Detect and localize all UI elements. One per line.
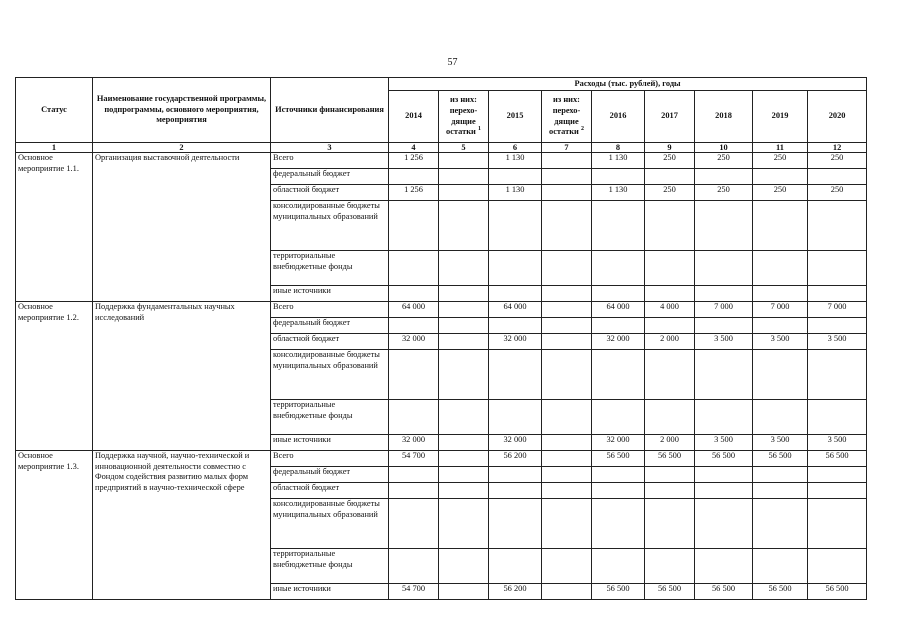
value-cell bbox=[645, 169, 695, 185]
value-cell bbox=[389, 483, 439, 499]
value-cell: 32 000 bbox=[592, 334, 645, 350]
value-cell: 56 500 bbox=[753, 584, 808, 600]
column-index: 4 bbox=[389, 143, 439, 153]
value-cell: 2 000 bbox=[645, 435, 695, 451]
value-cell bbox=[753, 467, 808, 483]
value-cell: 250 bbox=[808, 153, 867, 169]
value-cell: 1 256 bbox=[389, 153, 439, 169]
funding-source-cell: иные источники bbox=[271, 584, 389, 600]
value-cell bbox=[542, 251, 592, 286]
value-cell bbox=[389, 499, 439, 549]
value-cell: 7 000 bbox=[808, 302, 867, 318]
value-cell bbox=[389, 251, 439, 286]
value-cell bbox=[542, 286, 592, 302]
value-cell bbox=[542, 350, 592, 400]
funding-source-cell: консолидированные бюджеты муниципальных образований bbox=[271, 350, 389, 400]
value-cell: 64 000 bbox=[592, 302, 645, 318]
value-cell: 250 bbox=[753, 185, 808, 201]
column-index: 6 bbox=[489, 143, 542, 153]
value-cell: 56 500 bbox=[808, 584, 867, 600]
value-cell: 250 bbox=[695, 185, 753, 201]
footnote-2-marker: 2 bbox=[580, 126, 584, 133]
value-cell bbox=[542, 451, 592, 467]
value-cell bbox=[489, 169, 542, 185]
value-cell bbox=[753, 483, 808, 499]
funding-source-cell: Всего bbox=[271, 153, 389, 169]
value-cell bbox=[542, 549, 592, 584]
value-cell bbox=[439, 400, 489, 435]
value-cell bbox=[389, 318, 439, 334]
value-cell bbox=[439, 451, 489, 467]
value-cell bbox=[542, 483, 592, 499]
value-cell bbox=[489, 350, 542, 400]
value-cell bbox=[808, 400, 867, 435]
column-index: 11 bbox=[753, 143, 808, 153]
value-cell bbox=[695, 350, 753, 400]
value-cell bbox=[695, 549, 753, 584]
value-cell: 4 000 bbox=[645, 302, 695, 318]
value-cell bbox=[439, 549, 489, 584]
value-cell: 64 000 bbox=[489, 302, 542, 318]
program-name-cell: Поддержка научной, научно-технической и инновационной деятельности совместно с Фондом содействия развитию малых форм предприятий в научно-технической сфере bbox=[93, 451, 271, 600]
funding-source-cell: иные источники bbox=[271, 435, 389, 451]
value-cell bbox=[542, 201, 592, 251]
value-cell bbox=[645, 549, 695, 584]
value-cell bbox=[542, 169, 592, 185]
carry-1-label: из них: перехо-дящие остатки bbox=[446, 95, 478, 137]
header-carry-2 bbox=[542, 91, 592, 143]
value-cell: 250 bbox=[808, 185, 867, 201]
value-cell: 3 500 bbox=[753, 334, 808, 350]
column-index: 8 bbox=[592, 143, 645, 153]
value-cell bbox=[808, 499, 867, 549]
funding-source-cell: федеральный бюджет bbox=[271, 169, 389, 185]
value-cell bbox=[753, 169, 808, 185]
column-index: 5 bbox=[439, 143, 489, 153]
value-cell bbox=[753, 286, 808, 302]
value-cell bbox=[753, 350, 808, 400]
value-cell: 3 500 bbox=[695, 334, 753, 350]
header-sources: Источники финансирования bbox=[271, 78, 389, 143]
value-cell bbox=[808, 549, 867, 584]
value-cell bbox=[439, 350, 489, 400]
value-cell: 56 200 bbox=[489, 584, 542, 600]
value-cell bbox=[645, 251, 695, 286]
value-cell bbox=[389, 400, 439, 435]
value-cell bbox=[489, 286, 542, 302]
value-cell bbox=[489, 483, 542, 499]
program-name-cell: Поддержка фундаментальных научных исследований bbox=[93, 302, 271, 451]
table-row bbox=[16, 302, 867, 318]
funding-source-cell: территориальные внебюджетные фонды bbox=[271, 400, 389, 435]
funding-source-cell: федеральный бюджет bbox=[271, 467, 389, 483]
value-cell bbox=[489, 467, 542, 483]
budget-table bbox=[15, 77, 867, 600]
value-cell bbox=[542, 334, 592, 350]
column-index: 10 bbox=[695, 143, 753, 153]
value-cell bbox=[808, 201, 867, 251]
value-cell bbox=[753, 318, 808, 334]
value-cell bbox=[808, 251, 867, 286]
header-expenses: Расходы (тыс. рублей), годы bbox=[389, 78, 867, 91]
value-cell bbox=[389, 201, 439, 251]
value-cell bbox=[645, 350, 695, 400]
value-cell bbox=[592, 549, 645, 584]
column-index: 9 bbox=[645, 143, 695, 153]
value-cell bbox=[592, 318, 645, 334]
column-index: 12 bbox=[808, 143, 867, 153]
value-cell bbox=[753, 400, 808, 435]
funding-source-cell: Всего bbox=[271, 451, 389, 467]
value-cell: 56 500 bbox=[645, 451, 695, 467]
value-cell bbox=[592, 251, 645, 286]
value-cell bbox=[645, 467, 695, 483]
value-cell: 1 130 bbox=[592, 185, 645, 201]
value-cell bbox=[695, 400, 753, 435]
funding-source-cell: иные источники bbox=[271, 286, 389, 302]
value-cell bbox=[389, 169, 439, 185]
funding-source-cell: областной бюджет bbox=[271, 483, 389, 499]
value-cell bbox=[542, 185, 592, 201]
value-cell: 56 500 bbox=[695, 451, 753, 467]
header-year-2020: 2020 bbox=[808, 91, 867, 143]
carry-2-label: из них: перехо-дящие остатки bbox=[549, 95, 581, 137]
value-cell bbox=[489, 549, 542, 584]
value-cell bbox=[542, 467, 592, 483]
program-name-cell: Организация выставочной деятельности bbox=[93, 153, 271, 302]
value-cell bbox=[439, 153, 489, 169]
value-cell bbox=[542, 318, 592, 334]
value-cell bbox=[645, 318, 695, 334]
value-cell bbox=[695, 499, 753, 549]
value-cell bbox=[389, 467, 439, 483]
value-cell bbox=[439, 302, 489, 318]
value-cell: 250 bbox=[645, 185, 695, 201]
status-cell: Основное мероприятие 1.3. bbox=[16, 451, 93, 600]
value-cell bbox=[542, 302, 592, 318]
funding-source-cell: консолидированные бюджеты муниципальных образований bbox=[271, 499, 389, 549]
value-cell bbox=[592, 286, 645, 302]
value-cell bbox=[439, 467, 489, 483]
value-cell bbox=[808, 169, 867, 185]
header-year-2014: 2014 bbox=[389, 91, 439, 143]
value-cell bbox=[645, 400, 695, 435]
value-cell bbox=[808, 350, 867, 400]
value-cell: 54 700 bbox=[389, 451, 439, 467]
header-carry-1 bbox=[439, 91, 489, 143]
header-year-2019: 2019 bbox=[753, 91, 808, 143]
value-cell: 56 500 bbox=[808, 451, 867, 467]
value-cell: 1 130 bbox=[489, 185, 542, 201]
table-body bbox=[16, 153, 867, 600]
value-cell bbox=[439, 435, 489, 451]
value-cell bbox=[753, 499, 808, 549]
value-cell: 64 000 bbox=[389, 302, 439, 318]
value-cell bbox=[592, 201, 645, 251]
value-cell bbox=[489, 251, 542, 286]
value-cell: 56 500 bbox=[592, 451, 645, 467]
column-index: 7 bbox=[542, 143, 592, 153]
value-cell bbox=[808, 483, 867, 499]
value-cell bbox=[489, 400, 542, 435]
value-cell: 250 bbox=[695, 153, 753, 169]
header-year-2015: 2015 bbox=[489, 91, 542, 143]
header-year-2017: 2017 bbox=[645, 91, 695, 143]
value-cell bbox=[439, 584, 489, 600]
value-cell bbox=[439, 499, 489, 549]
value-cell bbox=[439, 185, 489, 201]
value-cell bbox=[753, 549, 808, 584]
value-cell bbox=[389, 549, 439, 584]
value-cell bbox=[439, 286, 489, 302]
value-cell: 32 000 bbox=[489, 334, 542, 350]
value-cell bbox=[389, 286, 439, 302]
column-index: 3 bbox=[271, 143, 389, 153]
value-cell: 3 500 bbox=[695, 435, 753, 451]
value-cell: 32 000 bbox=[592, 435, 645, 451]
value-cell bbox=[389, 350, 439, 400]
value-cell bbox=[645, 201, 695, 251]
funding-source-cell: территориальные внебюджетные фонды bbox=[271, 251, 389, 286]
page-number: 57 bbox=[447, 57, 458, 68]
value-cell bbox=[695, 201, 753, 251]
value-cell: 32 000 bbox=[489, 435, 542, 451]
value-cell bbox=[439, 169, 489, 185]
value-cell bbox=[645, 483, 695, 499]
value-cell bbox=[542, 400, 592, 435]
table-row bbox=[16, 451, 867, 467]
value-cell: 56 200 bbox=[489, 451, 542, 467]
header-year-2018: 2018 bbox=[695, 91, 753, 143]
value-cell bbox=[695, 286, 753, 302]
column-index-row bbox=[16, 143, 867, 153]
funding-source-cell: Всего bbox=[271, 302, 389, 318]
value-cell: 3 500 bbox=[808, 435, 867, 451]
value-cell: 7 000 bbox=[753, 302, 808, 318]
value-cell bbox=[695, 318, 753, 334]
status-cell: Основное мероприятие 1.2. bbox=[16, 302, 93, 451]
value-cell bbox=[695, 169, 753, 185]
value-cell: 56 500 bbox=[592, 584, 645, 600]
funding-source-cell: консолидированные бюджеты муниципальных образований bbox=[271, 201, 389, 251]
table-row bbox=[16, 153, 867, 169]
value-cell bbox=[592, 350, 645, 400]
value-cell bbox=[592, 499, 645, 549]
value-cell bbox=[439, 251, 489, 286]
value-cell: 56 500 bbox=[645, 584, 695, 600]
value-cell bbox=[592, 169, 645, 185]
value-cell bbox=[753, 201, 808, 251]
value-cell: 54 700 bbox=[389, 584, 439, 600]
value-cell bbox=[592, 400, 645, 435]
value-cell bbox=[489, 318, 542, 334]
value-cell bbox=[439, 201, 489, 251]
table-header bbox=[16, 78, 867, 153]
value-cell: 32 000 bbox=[389, 435, 439, 451]
funding-source-cell: территориальные внебюджетные фонды bbox=[271, 549, 389, 584]
value-cell: 3 500 bbox=[753, 435, 808, 451]
value-cell: 32 000 bbox=[389, 334, 439, 350]
column-index: 1 bbox=[16, 143, 93, 153]
value-cell bbox=[753, 251, 808, 286]
value-cell bbox=[808, 286, 867, 302]
value-cell bbox=[489, 201, 542, 251]
header-year-2016: 2016 bbox=[592, 91, 645, 143]
header-name: Наименование государственной программы, подпрограммы, основного мероприятия, мероприятия bbox=[93, 78, 271, 143]
value-cell: 250 bbox=[753, 153, 808, 169]
value-cell: 7 000 bbox=[695, 302, 753, 318]
value-cell bbox=[542, 499, 592, 549]
value-cell bbox=[808, 467, 867, 483]
value-cell bbox=[695, 483, 753, 499]
value-cell bbox=[695, 251, 753, 286]
value-cell bbox=[808, 318, 867, 334]
value-cell bbox=[645, 499, 695, 549]
funding-source-cell: областной бюджет bbox=[271, 185, 389, 201]
value-cell bbox=[489, 499, 542, 549]
value-cell: 56 500 bbox=[753, 451, 808, 467]
value-cell bbox=[542, 153, 592, 169]
value-cell: 1 256 bbox=[389, 185, 439, 201]
value-cell bbox=[439, 334, 489, 350]
status-cell: Основное мероприятие 1.1. bbox=[16, 153, 93, 302]
value-cell bbox=[645, 286, 695, 302]
value-cell: 250 bbox=[645, 153, 695, 169]
column-index: 2 bbox=[93, 143, 271, 153]
footnote-1-marker: 1 bbox=[477, 126, 481, 133]
funding-source-cell: областной бюджет bbox=[271, 334, 389, 350]
value-cell: 3 500 bbox=[808, 334, 867, 350]
funding-source-cell: федеральный бюджет bbox=[271, 318, 389, 334]
value-cell: 2 000 bbox=[645, 334, 695, 350]
value-cell bbox=[439, 483, 489, 499]
value-cell: 1 130 bbox=[489, 153, 542, 169]
value-cell bbox=[542, 435, 592, 451]
value-cell bbox=[695, 467, 753, 483]
value-cell: 56 500 bbox=[695, 584, 753, 600]
header-status: Статус bbox=[16, 78, 93, 143]
value-cell bbox=[439, 318, 489, 334]
value-cell bbox=[592, 467, 645, 483]
value-cell: 1 130 bbox=[592, 153, 645, 169]
value-cell bbox=[592, 483, 645, 499]
value-cell bbox=[542, 584, 592, 600]
